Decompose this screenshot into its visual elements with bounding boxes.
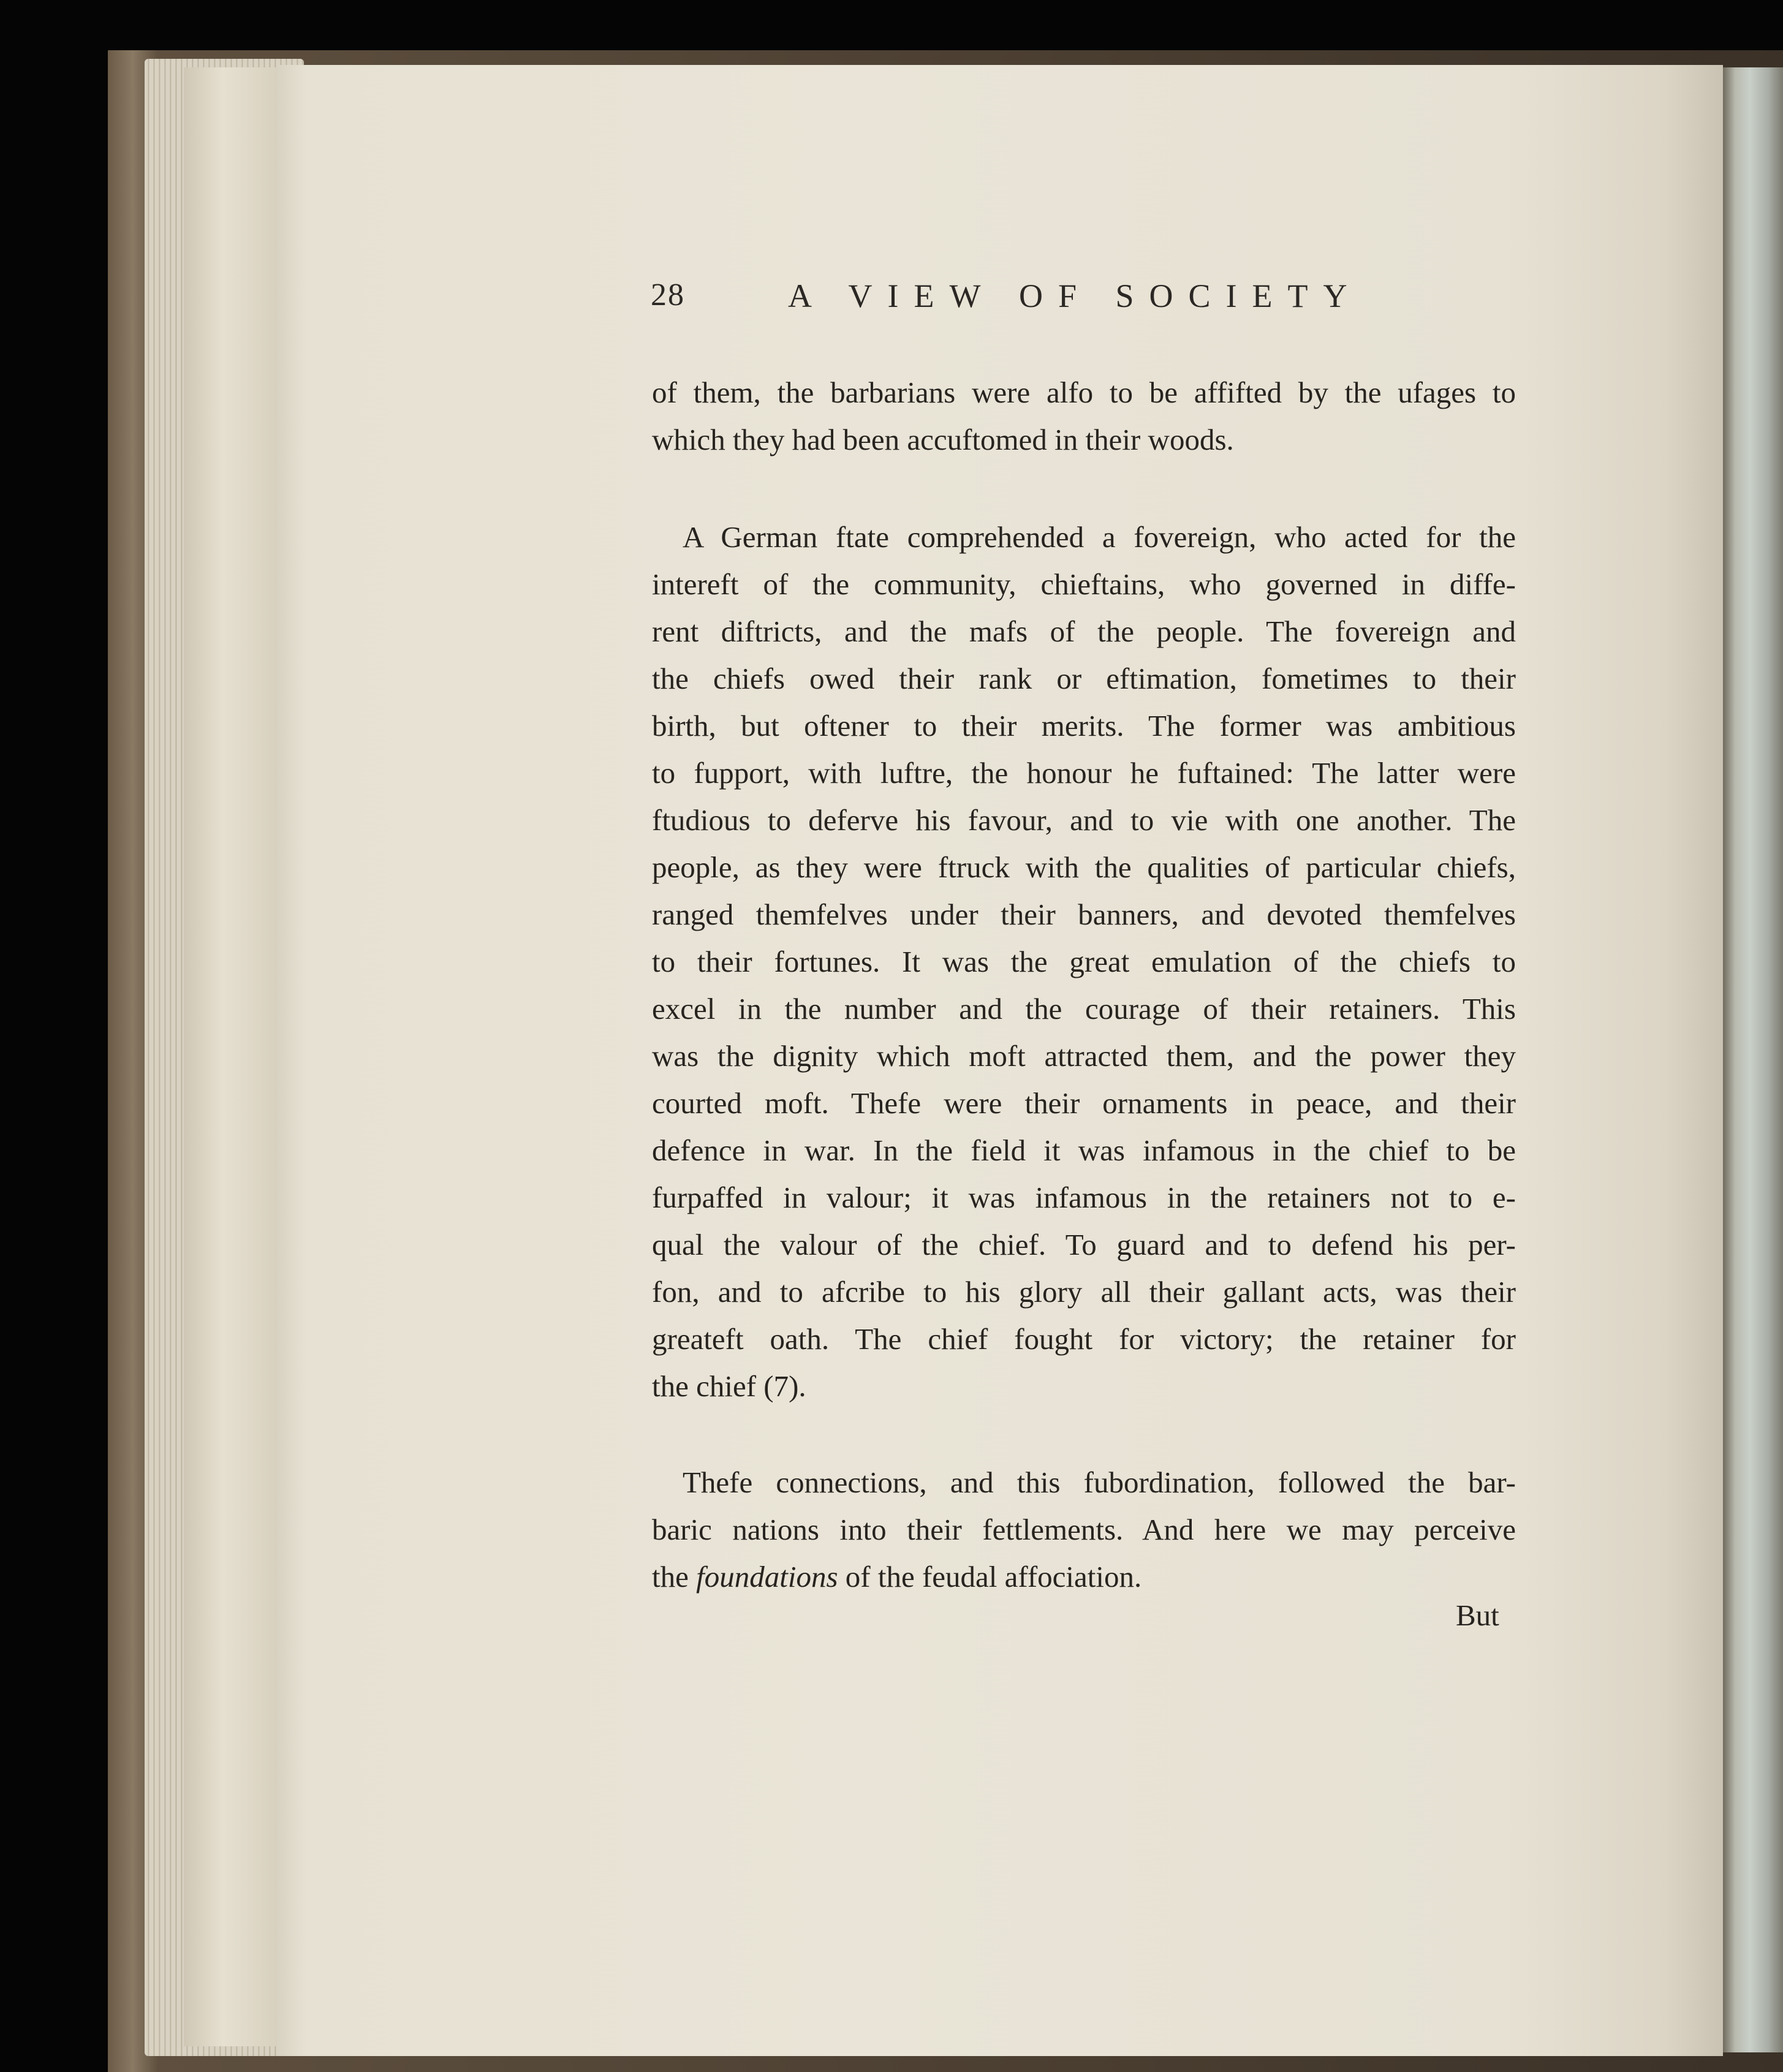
text-line <box>652 1553 1516 1600</box>
text-line: of them, the barbarians were alfo to be affifted by the ufages to <box>652 376 1516 409</box>
text-line: greateft oath. The chief fought for victory; the retainer for <box>652 1322 1516 1356</box>
paragraph-2 <box>652 513 1516 1410</box>
text-line: furpaffed in valour; it was infamous in the retainers not to e- <box>652 1181 1516 1214</box>
text-line: ftudious to deferve his favour, and to vie with one another. The <box>652 803 1516 837</box>
page-gutter <box>184 67 282 2046</box>
paragraph-1 <box>652 369 1516 463</box>
text-fragment: of the feudal affociation. <box>845 1560 1142 1594</box>
text-line: intereft of the community, chieftains, who governed in diffe- <box>652 567 1516 601</box>
text-line: the chiefs owed their rank or eftimation, fometimes to their <box>652 662 1516 695</box>
text-line: A German ftate comprehended a fovereign, who acted for the <box>683 520 1516 554</box>
text-fragment: the <box>652 1560 689 1594</box>
text-line: to fupport, with luftre, the honour he fuftained: The latter were <box>652 756 1516 790</box>
facing-page-edge <box>1723 67 1783 2052</box>
text-line: was the dignity which moft attracted them, and the power they <box>652 1039 1516 1073</box>
text-line: rent diftricts, and the mafs of the people. The fovereign and <box>652 614 1516 648</box>
italic-word: foundations <box>696 1560 838 1594</box>
page-number: 28 <box>651 278 685 312</box>
text-line: people, as they were ftruck with the qualities of particular chiefs, <box>652 850 1516 884</box>
running-title: A VIEW OF SOCIETY <box>788 278 1363 314</box>
text-line: qual the valour of the chief. To guard and to defend his per- <box>652 1228 1516 1261</box>
text-line: Thefe connections, and this fubordination, followed the bar- <box>683 1465 1516 1499</box>
paragraph-3 <box>652 1459 1516 1600</box>
text-line: courted moft. Thefe were their ornaments in peace, and their <box>652 1086 1516 1120</box>
text-line: excel in the number and the courage of their retainers. This <box>652 992 1516 1026</box>
text-line: fon, and to afcribe to his glory all their gallant acts, was their <box>652 1275 1516 1309</box>
text-line: which they had been accuftomed in their woods. <box>652 423 1234 456</box>
text-line: birth, but oftener to their merits. The former was ambitious <box>652 709 1516 743</box>
catchword: But <box>1456 1598 1499 1632</box>
text-line: baric nations into their fettlements. And here we may perceive <box>652 1513 1516 1546</box>
page-header <box>651 277 1374 320</box>
text-line: the chief (7). <box>652 1369 806 1403</box>
text-line: defence in war. In the field it was infamous in the chief to be <box>652 1133 1516 1167</box>
text-line: to their fortunes. It was the great emulation of the chiefs to <box>652 945 1516 978</box>
text-line: ranged themfelves under their banners, and devoted themfelves <box>652 898 1516 931</box>
